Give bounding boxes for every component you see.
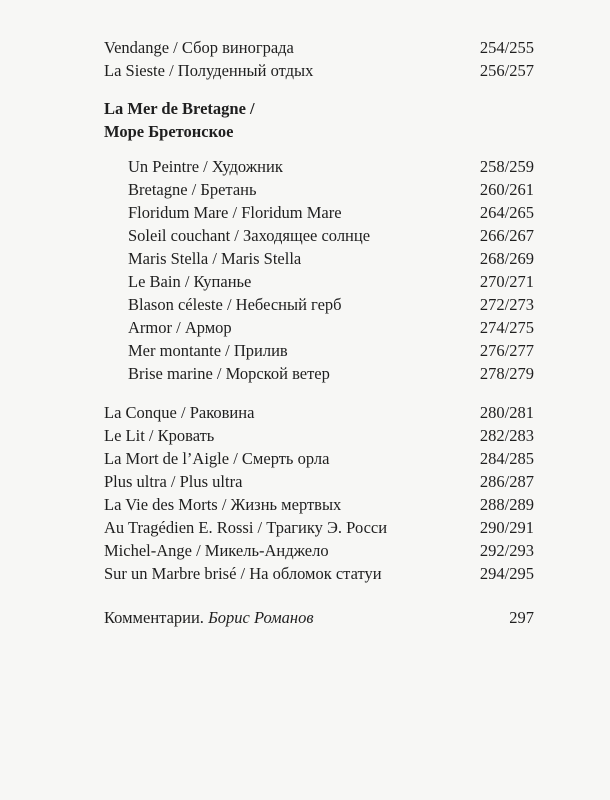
toc-entry-pages: 254/255: [479, 38, 534, 57]
toc-entry-title: Maris Stella / Maris Stella: [128, 249, 302, 268]
toc-entry-title: Michel-Ange / Микель-Анджело: [104, 541, 329, 560]
toc-entry-title: Le Lit / Кровать: [104, 426, 215, 445]
toc-entry-pages: 268/269: [479, 249, 534, 268]
toc-entry: [104, 224, 534, 247]
toc-entry-pages: 294/295: [479, 564, 534, 583]
toc-entry-title: Blason céleste / Небесный герб: [128, 295, 342, 314]
section-heading-line-2: Море Бретонское: [104, 122, 234, 141]
toc-entry-title: Brise marine / Морской ветер: [128, 364, 330, 383]
toc-entry: [104, 201, 534, 224]
toc-entry-title: La Mort de l’Aigle / Смерть орла: [104, 449, 330, 468]
toc-entry-title: La Sieste / Полуденный отдых: [104, 61, 314, 80]
commentary-label: Комментарии.: [104, 608, 204, 627]
toc-entry-title: Armor / Армор: [128, 318, 232, 337]
toc-entry-title: Au Tragédien E. Rossi / Трагику Э. Росси: [104, 518, 388, 537]
toc-entry-pages: 272/273: [479, 295, 534, 314]
toc-entry-title: La Conque / Раковина: [104, 403, 255, 422]
toc-entry: [104, 339, 534, 362]
toc-entry-pages: 280/281: [479, 403, 534, 422]
toc-entry-pages: 278/279: [479, 364, 534, 383]
toc-entry: [104, 36, 534, 59]
toc-entry: [104, 270, 534, 293]
commentary-entry: [104, 606, 534, 629]
toc-entry-pages: 270/271: [479, 272, 534, 291]
toc-group-top: [104, 36, 534, 82]
toc-entry-pages: 288/289: [479, 495, 534, 514]
toc-entry-title: Mer montante / Прилив: [128, 341, 288, 360]
toc-group-section: [104, 155, 534, 385]
toc-entry-pages: 260/261: [479, 180, 534, 199]
toc-entry: [104, 316, 534, 339]
toc-entry: [104, 293, 534, 316]
toc-entry-title: Un Peintre / Художник: [128, 157, 283, 176]
toc-entry-title: Vendange / Сбор винограда: [104, 38, 294, 57]
toc-entry-title: Soleil couchant / Заходящее солнце: [128, 226, 371, 245]
toc-entry: [104, 59, 534, 82]
toc-entry-pages: 292/293: [479, 541, 534, 560]
toc-entry-pages: 258/259: [479, 157, 534, 176]
toc-entry-pages: 266/267: [479, 226, 534, 245]
toc-entry-title: Le Bain / Купанье: [128, 272, 252, 291]
toc-entry-pages: 256/257: [479, 61, 534, 80]
toc-entry: [104, 539, 534, 562]
commentary-title: [104, 606, 313, 629]
toc-entry-pages: 264/265: [479, 203, 534, 222]
toc-entry-pages: 290/291: [479, 518, 534, 537]
toc-entry-title: La Vie des Morts / Жизнь мертвых: [104, 495, 342, 514]
toc-entry-title: Plus ultra / Plus ultra: [104, 472, 243, 491]
toc-entry-title: Sur un Marbre brisé / На обломок статуи: [104, 564, 382, 583]
toc-entry: [104, 424, 534, 447]
toc-entry-title: Bretagne / Бретань: [128, 180, 257, 199]
toc-group-bottom: [104, 401, 534, 585]
toc-entry-pages: 276/277: [479, 341, 534, 360]
toc-entry-title: Floridum Mare / Floridum Mare: [128, 203, 342, 222]
toc-entry-pages: 284/285: [479, 449, 534, 468]
section-heading-line-1: La Mer de Bretagne /: [104, 99, 255, 118]
section-heading: [104, 97, 534, 143]
toc-entry: [104, 401, 534, 424]
toc-entry-pages: 282/283: [479, 426, 534, 445]
toc-entry-pages: 274/275: [479, 318, 534, 337]
toc-entry-pages: 286/287: [479, 472, 534, 491]
toc-entry: [104, 155, 534, 178]
toc-entry: [104, 447, 534, 470]
table-of-contents: [104, 36, 534, 629]
toc-entry: [104, 178, 534, 201]
toc-entry: [104, 493, 534, 516]
commentary-author: Борис Романов: [208, 608, 314, 627]
toc-entry: [104, 247, 534, 270]
toc-entry: [104, 562, 534, 585]
commentary-page: 297: [509, 608, 534, 627]
toc-entry: [104, 362, 534, 385]
toc-entry: [104, 516, 534, 539]
toc-entry: [104, 470, 534, 493]
commentary-group: [104, 606, 534, 629]
